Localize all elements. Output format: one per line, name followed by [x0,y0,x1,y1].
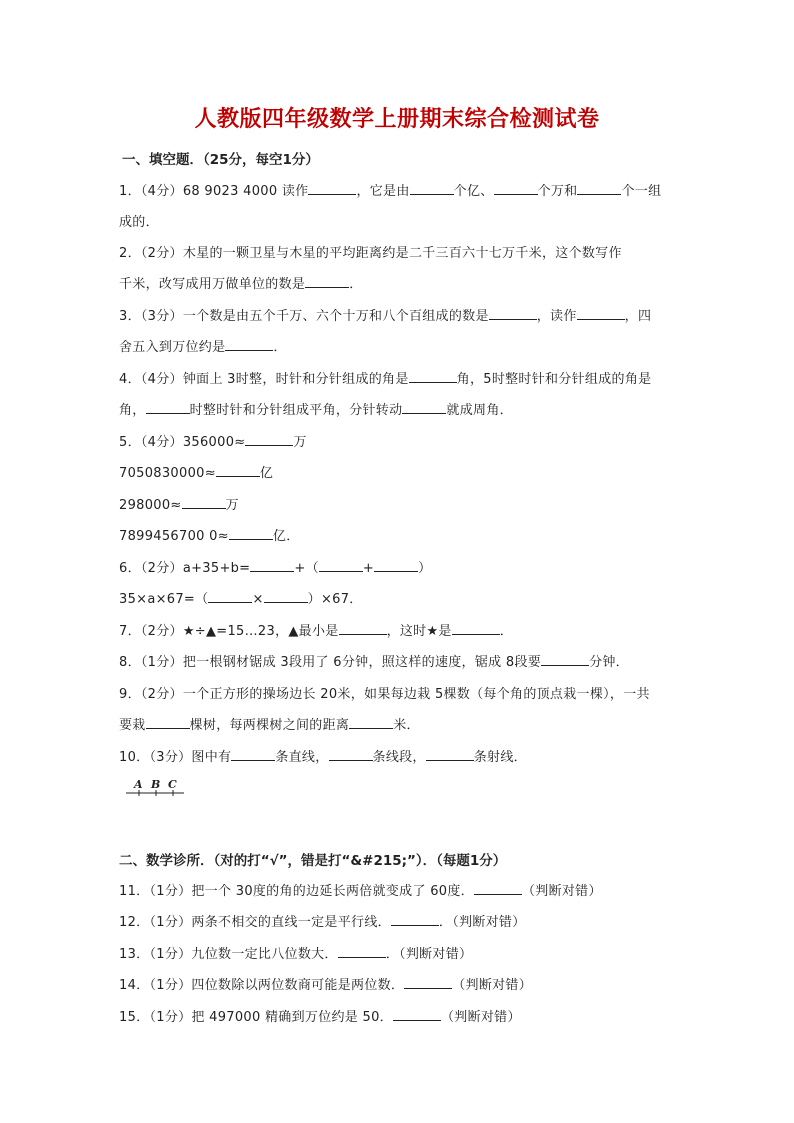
section-1-heading: 一、填空题．（25分，每空1分） [122,152,319,168]
answer-blank[interactable] [374,559,418,572]
question-2: 2．（2分）木星的一颗卫星与木星的平均距离约是二千三百六十七万千米，这个数写作 [119,246,622,261]
answer-blank[interactable] [404,976,452,989]
question-4-cont: 角， 时整时针和分针组成平角，分针转动 就成周角． [119,403,513,418]
question-6: 6．（2分）a+35+b= +（ + ） [119,561,432,576]
line-diagram [124,776,186,798]
answer-blank[interactable] [229,527,273,540]
question-9-cont: 要栽 棵树，每两棵树之间的距离 米． [119,718,420,733]
question-5-b: 7050830000≈ 亿 [119,466,274,481]
answer-blank[interactable] [225,338,273,351]
question-2-cont: 千米，改写成用万做单位的数是 ． [119,277,363,292]
answer-blank[interactable] [305,275,349,288]
answer-blank[interactable] [541,653,589,666]
question-4: 4．（4分）钟面上 3时整，时针和分针组成的角是 角，5时整时针和分针组成的角是 [119,372,652,387]
label-b: B [151,778,161,791]
question-9: 9．（2分）一个正方形的操场边长 20米，如果每边栽 5棵数（每个角的顶点栽一棵），一共 [119,687,650,702]
answer-blank[interactable] [577,307,625,320]
answer-blank[interactable] [349,716,393,729]
answer-blank[interactable] [410,182,454,195]
label-a: A [134,778,143,791]
answer-blank[interactable] [264,590,308,603]
answer-blank[interactable] [489,307,537,320]
answer-blank[interactable] [308,182,356,195]
answer-blank[interactable] [391,913,439,926]
answer-blank[interactable] [146,716,190,729]
section-2-heading: 二、数学诊所．（对的打“√”，错是打“&#215;”）．（每题1分） [119,853,507,869]
question-8: 8．（1分）把一根钢材锯成 3段用了 6分钟，照这样的速度，锯成 8段要 分钟． [119,655,629,670]
question-12: 12．（1分）两条不相交的直线一定是平行线． ．（判断对错） [119,915,526,930]
answer-blank[interactable] [338,945,386,958]
answer-blank[interactable] [474,882,522,895]
answer-blank[interactable] [393,1008,441,1021]
answer-blank[interactable] [452,622,500,635]
answer-blank[interactable] [231,748,275,761]
answer-blank[interactable] [577,182,621,195]
answer-blank[interactable] [426,748,474,761]
question-5-d: 7899456700 0≈ 亿． [119,529,300,544]
question-10: 10．（3分）图中有 条直线， 条线段， 条射线． [119,750,527,765]
question-1-cont: 成的． [119,215,159,230]
answer-blank[interactable] [216,464,260,477]
question-3-cont: 舍五入到万位约是 ． [119,340,287,355]
answer-blank[interactable] [339,622,387,635]
answer-blank[interactable] [182,496,226,509]
answer-blank[interactable] [494,182,538,195]
answer-blank[interactable] [146,401,190,414]
question-3: 3．（3分）一个数是由五个千万、六个十万和八个百组成的数是 ，读作 ，四 [119,309,652,324]
question-6-b: 35×a×67=（ × ）×67． [119,592,363,607]
question-5-c: 298000≈ 万 [119,498,239,513]
question-15: 15．（1分）把 497000 精确到万位约是 50． （判断对错） [119,1010,521,1025]
question-13: 13．（1分）九位数一定比八位数大． ．（判断对错） [119,947,473,962]
question-14: 14．（1分）四位数除以两位数商可能是两位数． （判断对错） [119,978,533,993]
answer-blank[interactable] [329,748,373,761]
answer-blank[interactable] [402,401,446,414]
answer-blank[interactable] [409,370,457,383]
question-5: 5．（4分）356000≈ 万 [119,435,307,450]
question-1: 1．（4分）68 9023 4000 读作 ，它是由 个亿、 个万和 个一组 [119,184,662,199]
page-title: 人教版四年级数学上册期末综合检测试卷 [194,106,600,132]
label-c: C [168,778,177,791]
answer-blank[interactable] [319,559,363,572]
answer-blank[interactable] [250,559,294,572]
question-11: 11．（1分）把一个 30度的角的边延长两倍就变成了 60度． （判断对错） [119,884,602,899]
answer-blank[interactable] [208,590,252,603]
answer-blank[interactable] [245,433,293,446]
question-7: 7．（2分）★÷▲=15…23，▲最小是 ，这时★是 ． [119,624,514,639]
